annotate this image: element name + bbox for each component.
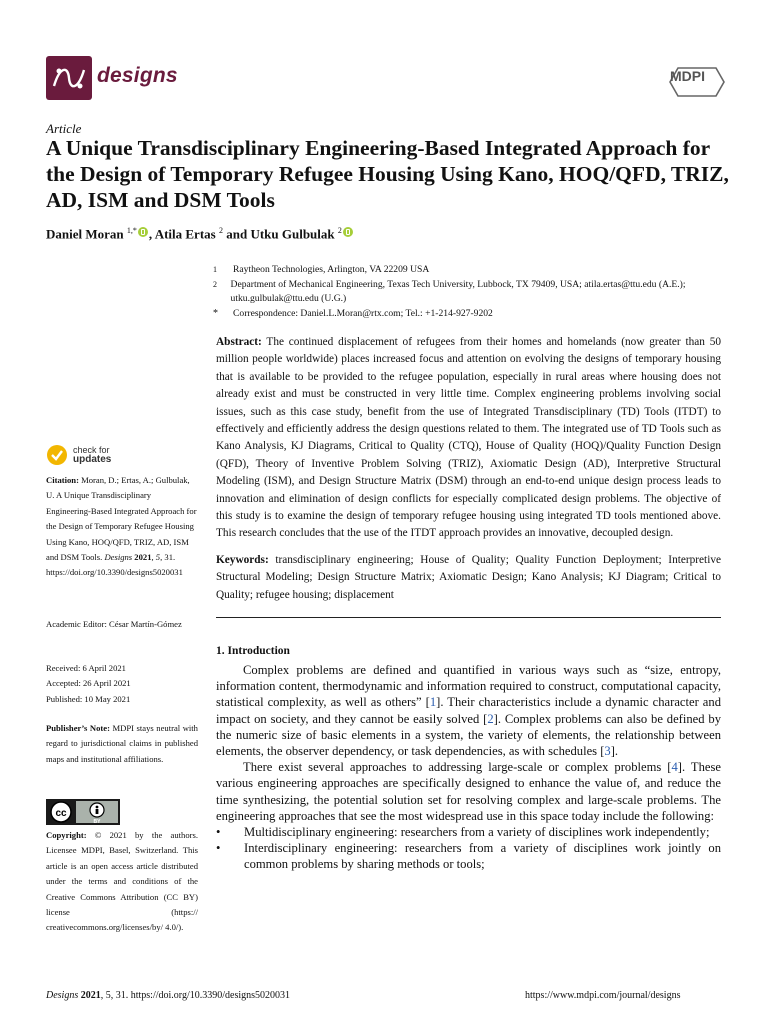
- correspondence-mark: *: [213, 307, 218, 319]
- author-name[interactable]: Atila Ertas: [154, 226, 216, 242]
- affiliation-item: [213, 263, 733, 278]
- author-name[interactable]: Utku Gulbulak: [250, 226, 335, 242]
- affiliation-text: Raytheon Technologies, Arlington, VA 22209 USA: [233, 264, 430, 275]
- citation-text: Moran, D.; Ertas, A.; Gulbulak, U. A Unique Transdisciplinary Engineering-Based Integrated Approach for the Design of Temporary Refugee Housing Using Kano, HOQ/QFD, TRIZ, AD, ISM and DSM Tools.: [46, 475, 197, 563]
- received-date: Received: 6 April 2021: [46, 663, 126, 673]
- paragraph: [216, 759, 721, 824]
- list-item: • Interdisciplinary engineering: researchers from a variety of disciplines work jointly on common problems by sharing methods or tools;: [216, 840, 721, 872]
- author-affiliation-mark: 2: [218, 226, 223, 235]
- affiliation-number: 2: [213, 279, 217, 289]
- author-list: [46, 226, 354, 242]
- text-run: ]. Their characteristics include a dynamic character and impact on society, and they cannot be easily solved [: [216, 695, 721, 726]
- journal-name[interactable]: designs: [97, 64, 178, 87]
- citation-volume: , 5: [151, 552, 161, 563]
- correspondence-text[interactable]: Correspondence: Daniel.L.Moran@rtx.com; Tel.: +1-214-927-9202: [233, 307, 493, 319]
- footer-year: 2021: [80, 990, 101, 1001]
- text-run: ]. These various engineering approaches are specifically designed to enhance the value of, and reduce the time synthesizing, the potential solution set for resolving complex and large-scale problems. The engineering approaches that see the most widespread use in this space today include the following:: [216, 760, 721, 823]
- affiliations: [213, 263, 733, 321]
- affiliation-item: [213, 307, 733, 322]
- publisher-name: MDPI: [670, 68, 705, 84]
- abstract-label: Abstract:: [216, 336, 262, 348]
- list-item: • Multidisciplinary engineering: researchers from a variety of disciplines work independently;: [216, 824, 721, 840]
- orcid-icon[interactable]: [343, 227, 353, 237]
- footer-journal-url[interactable]: https://www.mdpi.com/journal/designs: [525, 990, 681, 1001]
- footer-citation: [46, 990, 290, 1001]
- author-affiliation-mark: 2: [337, 226, 342, 235]
- affiliation-text[interactable]: Department of Mechanical Engineering, Texas Tech University, Lubbock, TX 79409, USA; atila.ertas@ttu.edu (A.E.); utku.gulbulak@ttu.edu (U.G.): [230, 278, 686, 304]
- citation-label: Citation:: [46, 475, 79, 485]
- author-separator: and: [222, 226, 251, 242]
- orcid-icon[interactable]: [138, 227, 148, 237]
- check-for-updates-button[interactable]: [46, 444, 111, 466]
- svg-text:cc: cc: [55, 808, 67, 819]
- publishers-note-label: Publisher’s Note:: [46, 723, 110, 733]
- publication-dates: [46, 661, 198, 707]
- academic-editor: Academic Editor: César Martín-Gómez: [46, 619, 182, 629]
- copyright-text: © 2021 by the authors. Licensee MDPI, Basel, Switzerland. This article is an open access article distributed under the terms and conditions of the Creative Commons Attribution (CC BY) license (https:// creativecommons.org/licenses/by/ 4.0/).: [46, 830, 198, 933]
- abstract-text: The continued displacement of refugees from their homes and homelands (now greater than 50 million people worldwide) places increased focus and attention on evolving the designs of temporary housing that is available to be provided to the refugee population, especially in rural areas where housing does not already exist and must be constructed in very little time. Complex engineering problems involving social issues, such as this case study, benefit from the use of Integrated Transdisciplinary (TD) Tools (ITDT) to effectively and efficiently address the design questions related to them. The integrated use of TD Tools such as Kano Analysis, KJ Diagrams, Critical to Quality (CTQ), House of Quality (HOQ)/Quality Function Design (QFD), Theory of Inventive Problem Solving (TRIZ), Axiomatic Design (AD), Interpretive Structural Modeling (ISM), and Design Structure Matrix (DSM) through an end-to-end unique design process leads to innovation and elimination of design conflicts for especially complicated design problems. The objective of this study is to examine the design of temporary refugee housing using integrated TD tools mentioned above. This research concludes that the use of the ITDT approach provides an innovative, decoupled design.: [216, 336, 721, 540]
- introduction-body: [216, 662, 721, 873]
- keywords-label: Keywords:: [216, 554, 269, 566]
- cc-by-license-icon[interactable]: [46, 799, 120, 825]
- footer-doi[interactable]: , 5, 31. https://doi.org/10.3390/designs5020031: [100, 990, 291, 1001]
- affiliation-item: [213, 278, 733, 307]
- abstract: [216, 334, 721, 543]
- publishers-note-text: MDPI stays neutral with regard to jurisdictional claims in published maps and institutional affiliations.: [46, 723, 198, 764]
- section-divider: [216, 617, 721, 618]
- author-name[interactable]: Daniel Moran: [46, 226, 124, 242]
- citation-link[interactable]: 4: [671, 760, 678, 775]
- text-run: ].: [610, 744, 619, 759]
- check-updates-icon: [46, 444, 68, 466]
- author-affiliation-mark: 1,*: [126, 226, 137, 235]
- copyright-label: Copyright:: [46, 830, 87, 840]
- text-run: Complex problems are defined and quantified in various ways such as “size, entropy, information content, thermodynamic and information required to construct, computational capacity, statistical complexity, as well as others” [: [216, 663, 721, 710]
- section-heading: 1. Introduction: [216, 645, 290, 657]
- bullet-list: [216, 824, 721, 873]
- designs-logo-icon: [46, 56, 92, 100]
- article-type: Article: [46, 121, 82, 136]
- citation-journal: Designs: [104, 552, 133, 563]
- citation-link[interactable]: 1: [429, 695, 437, 710]
- check-updates-line: updates: [73, 454, 112, 465]
- article-title: A Unique Transdisciplinary Engineering-Based Integrated Approach for the Design of Temporary Refugee Housing Using Kano, HOQ/QFD, TRIZ, AD, ISM and DSM Tools: [46, 136, 729, 212]
- check-updates-text: [73, 446, 111, 464]
- citation-doi[interactable]: , 31. https://doi.org/10.3390/designs5020031: [46, 552, 183, 578]
- text-run: There exist several approaches to addressing large-scale or complex problems [: [243, 760, 672, 775]
- published-date: Published: 10 May 2021: [46, 693, 131, 704]
- citation-year: 2021: [132, 552, 152, 563]
- keywords-text: transdisciplinary engineering; House of Quality; Quality Function Deployment; Interpretive Structural Modeling; Design Structure Matrix; Axiomatic Design; Kano Analysis; KJ Diagram; Critical to Quality; refugee housing; displacement: [216, 554, 721, 601]
- publishers-note: [46, 721, 198, 767]
- cc-by-label: BY: [93, 819, 101, 825]
- copyright-notice: [46, 828, 198, 936]
- accepted-date: Accepted: 26 April 2021: [46, 678, 131, 689]
- citation-link[interactable]: 2: [487, 711, 494, 726]
- author-separator: ,: [148, 226, 155, 242]
- citation-block: [46, 473, 198, 581]
- affiliation-number: 1: [213, 265, 217, 274]
- footer-journal: Designs: [46, 990, 79, 1001]
- check-updates-line: check for: [73, 445, 110, 455]
- text-run: ]. Complex problems can also be defined by the numeric size of basic elements in a system, the variety of elements, the relationship between elements, the observer dependency, or task dependencies, as with schedules [: [216, 711, 721, 759]
- paragraph: [216, 662, 721, 759]
- keywords: [216, 552, 721, 604]
- citation-link[interactable]: 3: [604, 744, 611, 759]
